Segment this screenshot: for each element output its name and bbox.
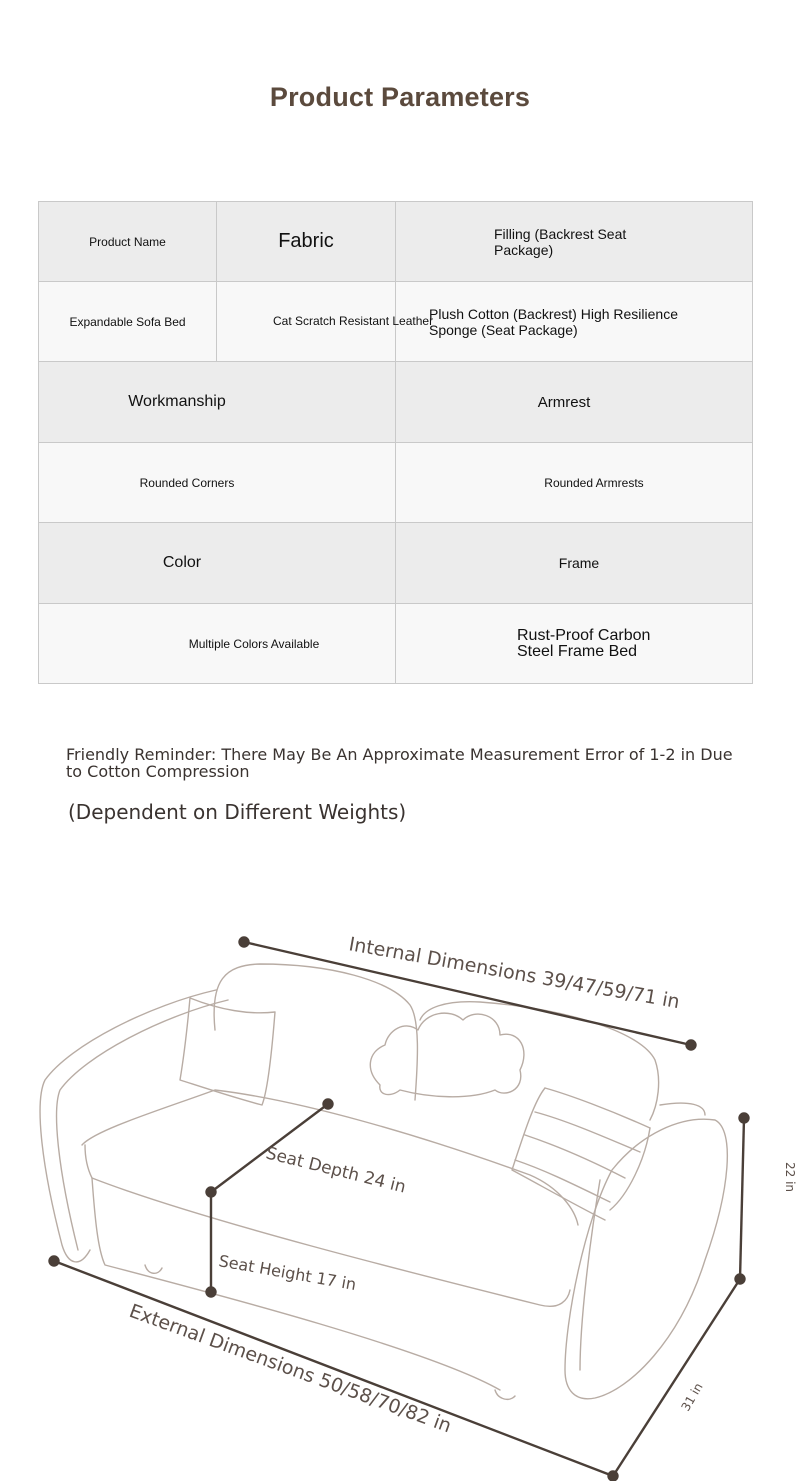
- external-dimension-label: External Dimensions 50/58/70/82 in: [126, 1300, 455, 1438]
- armrest-label: Armrest: [396, 362, 753, 443]
- frame-value: Rust-Proof Carbon Steel Frame Bed: [517, 626, 651, 660]
- table-row: [39, 202, 753, 282]
- parameters-table: [38, 201, 753, 684]
- table-row: [39, 443, 753, 523]
- table-row: [39, 282, 753, 362]
- frame-label: Frame: [396, 523, 753, 604]
- filling-label-cell: [396, 202, 753, 282]
- product-name-value: Expandable Sofa Bed: [39, 282, 217, 362]
- fabric-value: Cat Scratch Resistant Leather: [273, 314, 434, 328]
- color-value: Multiple Colors Available: [39, 604, 396, 684]
- product-name-label: Product Name: [39, 202, 217, 282]
- fabric-label: Fabric: [217, 202, 396, 282]
- height-label: 22 in: [783, 1162, 797, 1193]
- internal-dimension-label: Internal Dimensions 39/47/59/71 in: [347, 933, 682, 1014]
- armrest-value: Rounded Armrests: [396, 443, 753, 523]
- table-row: [39, 604, 753, 684]
- fabric-value-cell: [217, 282, 434, 362]
- reminder-note: (Dependent on Different Weights): [68, 800, 407, 824]
- seat-height-label: Seat Height 17 in: [217, 1251, 358, 1295]
- depth-label: 31 in: [678, 1380, 706, 1414]
- workmanship-value: Rounded Corners: [39, 443, 396, 523]
- page-title: Product Parameters: [269, 82, 531, 112]
- color-label: Color: [39, 523, 396, 604]
- table-row: [39, 523, 753, 604]
- friendly-reminder: Friendly Reminder: There May Be An Approximate Measurement Error of 1-2 in Due to Cotton Compression: [66, 745, 733, 781]
- sofa-dimension-diagram: [0, 920, 797, 1481]
- filling-value-cell: [396, 282, 753, 362]
- workmanship-label: Workmanship: [39, 362, 396, 443]
- table-row: [39, 362, 753, 443]
- filling-value: Plush Cotton (Backrest) High Resilience Sponge (Seat Package): [429, 305, 678, 338]
- seat-depth-label: Seat Depth 24 in: [263, 1143, 408, 1198]
- frame-value-cell: [396, 604, 753, 684]
- filling-label: Filling (Backrest Seat Package): [494, 225, 627, 258]
